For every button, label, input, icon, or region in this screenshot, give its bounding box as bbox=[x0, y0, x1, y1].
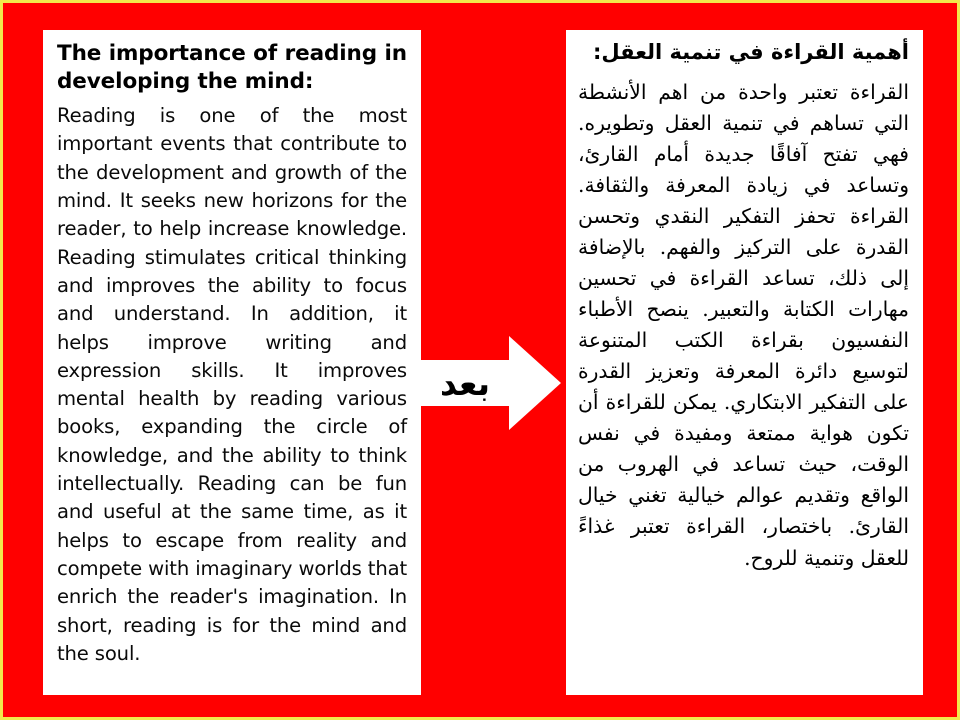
arabic-text-panel bbox=[566, 30, 923, 695]
arabic-panel-body: القراءة تعتبر واحدة من اهم الأنشطة التي تساهم في تنمية العقل وتطويره. فهي تفتح آفاقًا جديدة أمام القارئ، وتساعد في زيادة المعرفة والثقافة. القراءة تحفز التفكير النقدي وتحسن القدرة على التركيز والفهم. بالإضافة إلى ذلك، تساعد القراءة في تحسين مهارات الكتابة والتعبير. ينصح الأطباء النفسيون بقراءة الكتب المتنوعة لتوسيع دائرة المعرفة وتعزيز القدرة على التفكير الابتكاري. يمكن للقراءة أن تكون هواية ممتعة ومفيدة في نفس الوقت، حيث تساعد في الهروب من الواقع وتقديم عوالم خيالية تغني خيال القارئ. باختصار، القراءة تعتبر غذاءً للعقل وتنمية للروح. bbox=[578, 79, 909, 570]
transition-arrow bbox=[413, 336, 561, 430]
english-panel-title: The importance of reading in developing the mind: bbox=[57, 41, 407, 94]
english-text-panel bbox=[43, 30, 421, 695]
arrow-label: بعد bbox=[439, 363, 491, 403]
arabic-panel-title: أهمية القراءة في تنمية العقل: bbox=[592, 40, 909, 64]
english-panel-body: Reading is one of the most important events that contribute to the development and growth of the mind. It seeks new horizons for the reader, to help increase knowledge. Reading stimulates critical thinking and improves the ability to focus and understand. In addition, it helps improve writing and expression skills. It improves mental health by reading various books, expanding the circle of knowledge, and the ability to think intellectually. Reading can be fun and useful at the same time, as it helps to escape from reality and compete with imaginary worlds that enrich the reader's imagination. In short, reading is for the mind and the soul. bbox=[57, 104, 407, 665]
